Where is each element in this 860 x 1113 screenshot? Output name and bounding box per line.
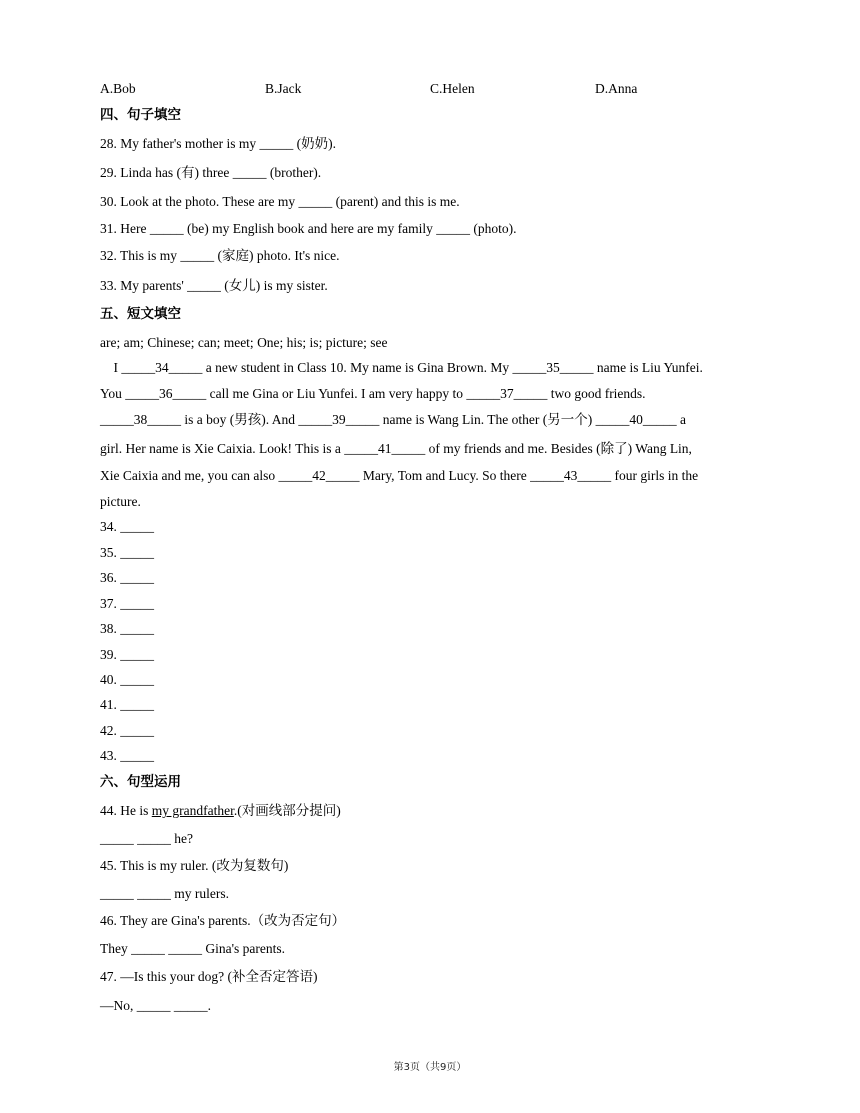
question-32: 32. This is my _____ (家庭) photo. It's nice. — [100, 248, 340, 263]
question-31: 31. Here _____ (be) my English book and here are my family _____ (photo). — [100, 221, 517, 236]
answer-line: 37. _____ — [100, 596, 154, 611]
answer-line: 39. _____ — [100, 647, 154, 662]
passage-line: _____38_____ is a boy (男孩). And _____39_____ name is Wang Lin. The other (另一个) _____40_____ a — [100, 412, 686, 427]
answer-46: They _____ _____ Gina's parents. — [100, 941, 286, 956]
passage-line: girl. Her name is Xie Caixia. Look! This is a _____41_____ of my friends and me. Besides (除了) Wang Lin, — [100, 441, 692, 456]
answer-line: 40. _____ — [100, 672, 154, 687]
question-29: 29. Linda has (有) three _____ (brother). — [100, 165, 322, 180]
option-c: C.Helen — [430, 81, 475, 96]
answer-47: —No, _____ _____. — [100, 998, 211, 1013]
answer-44: _____ _____ he? — [100, 831, 193, 846]
q44-prefix: 44. He is — [100, 803, 152, 818]
answer-line: 42. _____ — [100, 723, 154, 738]
q44-suffix: .(对画线部分提问) — [233, 803, 341, 818]
passage-line: I _____34_____ a new student in Class 10. My name is Gina Brown. My _____35_____ name is Liu Yunfei. — [100, 360, 703, 375]
question-47: 47. —Is this your dog? (补全否定答语) — [100, 969, 318, 984]
answer-line: 35. _____ — [100, 545, 154, 560]
question-33: 33. My parents' _____ (女儿) is my sister. — [100, 278, 328, 293]
question-46: 46. They are Gina's parents.（改为否定句） — [100, 913, 346, 928]
passage-line: You _____36_____ call me Gina or Liu Yunfei. I am very happy to _____37_____ two good friends. — [100, 386, 646, 401]
page-footer: 第3页（共9页） — [393, 1062, 467, 1073]
answer-line: 34. _____ — [100, 519, 154, 534]
option-b: B.Jack — [265, 81, 302, 96]
section4-heading: 四、句子填空 — [100, 107, 181, 123]
answer-line: 41. _____ — [100, 697, 154, 712]
answer-line: 36. _____ — [100, 570, 154, 585]
option-d: D.Anna — [595, 81, 638, 96]
answer-45: _____ _____ my rulers. — [100, 886, 229, 901]
passage-line: picture. — [100, 494, 141, 509]
passage-line: Xie Caixia and me, you can also _____42_____ Mary, Tom and Lucy. So there _____43_____ four girls in the — [100, 468, 699, 483]
answer-line: 43. _____ — [100, 748, 154, 763]
question-45: 45. This is my ruler. (改为复数句) — [100, 858, 289, 873]
word-bank: are; am; Chinese; can; meet; One; his; is; picture; see — [100, 335, 388, 350]
answer-line: 38. _____ — [100, 621, 154, 636]
question-30: 30. Look at the photo. These are my _____ (parent) and this is me. — [100, 194, 460, 209]
question-28: 28. My father's mother is my _____ (奶奶). — [100, 136, 337, 151]
section5-heading: 五、短文填空 — [100, 306, 181, 322]
q44-underlined: my grandfather — [151, 803, 234, 818]
question-44 — [100, 802, 770, 820]
section6-heading: 六、句型运用 — [100, 774, 181, 790]
option-a: A.Bob — [100, 81, 136, 96]
